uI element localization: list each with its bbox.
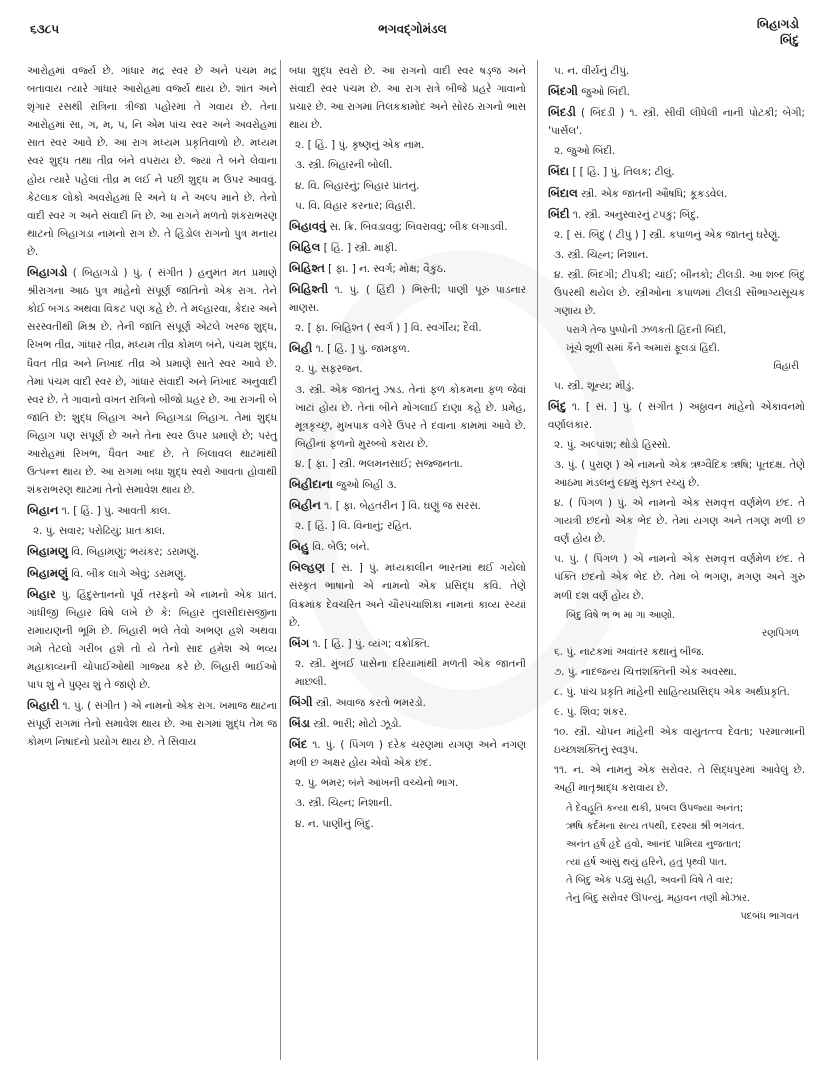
column-divider [280, 60, 281, 1060]
verse-line: ત્યાં હર્ષ આંસું થયું હરિને, હતું પૃથ્વી પાત. [566, 856, 728, 868]
definition: [ હિં. ] સ્ત્રી. માફી. [323, 241, 398, 254]
headword: બિંડા [289, 716, 310, 731]
headword: બિંગ [289, 635, 310, 650]
definition: ૧. [ સં. ] પું. ( સંગીત ) અઠ્ઠાવન માંહેનો એકાવનમો વર્ણાલંકાર. [548, 400, 805, 431]
verse-line: બિંદુ વિષે ભ ભ મા ગા આણો. [566, 609, 676, 621]
verse-attribution: રણપિંગળ [762, 627, 799, 639]
sub-sense: ૬. પું. નાટકમાં અવાંતર કથાનું બીજ. [554, 645, 705, 658]
headword: બિંદડી [548, 105, 576, 120]
verse-line: ઋષિ કર્દમના સત્ય તપથી, દરશ્યા શ્રી ભગવંત. [566, 820, 745, 832]
column-2 [289, 62, 526, 835]
verse-line: તે બિંદુ એક પડ્યું સહી, અવની વિષે તે વાર; [566, 874, 734, 886]
definition: સ્ત્રી. અવાજ કરતો ભમરડો. [315, 697, 426, 709]
headword: બિહાગડો [27, 265, 68, 280]
sub-sense: ૨. સ્ત્રી. મુંબઈ પાસેના દરિયામાંથી મળતી એક જાતની માછલી. [295, 657, 526, 688]
sub-sense: ૨. પું. ભમર; બંને આંખની વચ્ચેનો ભાગ. [295, 777, 459, 790]
definition: ૧. [ હિં. ] પું. આવતી કાલ. [61, 505, 171, 518]
headword: બિંદગી [548, 84, 578, 99]
dictionary-entry [289, 259, 526, 278]
dictionary-entry [27, 501, 277, 520]
sub-sense: ૪. ( પિંગળ ) પું. એ નામનો એક સમવૃત્ત વર્ણમેળ છંદ. તે ગાયત્રી છંદનો એક ભેદ છે. તેમાં યગણ અને તગણ મળી છ વર્ણ હોય છે. [554, 497, 805, 546]
definition: જુઓ બિંદી. [581, 86, 630, 99]
definition: સ્ત્રી. ભારી; મોટો ઝૂડો. [313, 718, 402, 731]
headword: બિહિશ્ત [289, 260, 325, 275]
dictionary-entry [27, 696, 277, 751]
headword: બિહીન [289, 498, 321, 513]
definition: વિ. બીક લાગે એવું; ડરામણું. [71, 567, 187, 580]
sub-sense: ૧૧. ન. એ નામનું એક સરોવર. તે સિદ્ધપુરમાં આવેલું છે. અહીં માતૃશ્રાદ્ધ કરાવાય છે. [554, 764, 805, 795]
definition: [ [ હિં. ] પું. તિલક; ટીલું. [572, 166, 675, 179]
sub-sense: ૮. પું. પાંચ પ્રકૃતિ માંહેની સાહિત્યપ્રસિદ્ધ એક અર્થપ્રકૃતિ. [554, 686, 790, 698]
sub-sense: ૯. પું. શિવ; શંકર. [554, 706, 628, 719]
sub-sense: ૨. પું. સવાર; પરોઢિયું; પ્રાતઃકાલ. [33, 525, 166, 538]
dictionary-entry [289, 714, 526, 733]
verse-attribution: પદબંધ ભાગવત [740, 911, 799, 923]
sub-sense: ૨. [ ફા. બિહિશ્ત ( સ્વર્ગ ) ] વિ. સ્વર્ગીય; દૈવી. [295, 322, 482, 335]
guide-words [757, 16, 799, 48]
sub-sense: ૭. પું. નાદજન્ય ચિત્તશક્તિની એક અવસ્થા. [554, 665, 737, 678]
sub-sense: ૫. વિ. વિહાર કરનાર; વિહારી. [295, 199, 416, 212]
verse-line: તેનું બિંદુ સરોવર ઊપન્યું, મહાવન તણી મોઝાર. [566, 893, 751, 905]
headword: બિહીદાના [289, 476, 333, 491]
sub-sense: ૪. સ્ત્રી. બિંદગી; ટીપકી; ચાંઈ; બીનકો; ટીલડી. આ શબ્દ બિંદુ ઉપરથી થયેલ છે. સ્ત્રીઓના કપાળમાં ટીલડી સૌભાગ્યસૂચક ગણાય છે. [554, 268, 805, 318]
headword: બિહામણુ [27, 544, 68, 559]
sub-sense: ૨. પું. અલ્પાંશ; થોડો હિસ્સો. [554, 438, 671, 451]
guide-word-last: બિંદુ [779, 33, 799, 47]
headword: બિહાવવું [289, 218, 327, 233]
sub-sense: ૫. પું. ( પિંગળ ) એ નામનો એક સમવૃત્ત વર્ણમેળ છંદ. તે પંક્તિ છંદનો એક ભેદ છે. તેમાં બે ભગણ, મગણ અને ગુરુ મળી દશ વર્ણ હોય છે. [554, 553, 805, 602]
dictionary-entry [27, 585, 277, 695]
dictionary-entry [289, 537, 526, 556]
sub-sense: ૪. [ ફા. ] સ્ત્રી. ભલમનસાઈ; સજ્જનતા. [295, 457, 463, 470]
headword: બિંગી [289, 695, 313, 709]
dictionary-entry [289, 693, 526, 712]
page-number: ૬૩૮૫ [30, 22, 60, 36]
verse-line: પરાગે તેજ પુષ્પોની ઝળકતી હિંદની બિંદી, [566, 325, 727, 337]
dictionary-entry [289, 339, 526, 358]
dictionary-entry [289, 735, 526, 772]
definition: ૧. પું. ( પિંગળ ) દરેક ચરણમાં યગણ અને નગણ મળી છ અક્ષર હોય એવો એક છંદ. [289, 739, 527, 770]
definition: ૧. સ્ત્રી. અનુસ્વારનું ટપકું; બિંદુ. [572, 208, 700, 221]
dictionary-entry [27, 542, 277, 561]
headword: બિંદા [548, 164, 570, 179]
sub-sense: ૩. સ્ત્રી. એક જાતનું ઝાડ. તેનાં ફળ કોકમના ફળ જેવાં ખાટાં હોય છે. તેનાં બીને મોગલાઈ દાણા કહે છે. પ્રમેહ, મૂત્રકૃચ્છ્ર, મુખપાક વગેરે ઉપર તે દવાના કામમાં આવે છે. બિહીનાં ફળનો મુરબ્બો કરાય છે. [295, 383, 526, 450]
sub-sense: ૨. [ હિં. ] વિ. વિનાનું; રહિત. [295, 520, 413, 533]
sub-sense: ૫. સ્ત્રી. શૂન્ય; મીંડું. [554, 379, 635, 392]
column-3 [548, 62, 805, 926]
definition: પું. હિંદુસ્તાનનો પૂર્વ તરફનો એ નામનો એક પ્રાંત. ગાંધીજી બિહાર વિષે લખે છે કે: બિહાર તુલસીદાસજીના રામાયણની ભૂમિ છે. બિહારી ભલે તેવો અભણ હશે અથવા ગમે તેટલો ગરીબ હશે તો યે તેનો સાદ હમેશ એ ભવ્ય મહાકાવ્યની ચોપાઈઓથી ગાજ્યા કરે છે. બિહારી ભાઈઓ પાપ શું ને પુણ્ય શું તે જાણે છે. [27, 588, 277, 692]
definition: ( બિહાગડો ) પું. ( સંગીત ) હનુમંત મત પ્રમાણે શ્રીરાગના આઠ પુત્ર માંહેનો સંપૂર્ણ જાતિનો એક રાગ. તેને કોઈ બગડ અથવા વિકટ પણ કહે છે. તે મલ્હારવા, કેદાર અને સરસ્વતીથી મિશ્ર છે. તેની જાતિ સંપૂર્ણ એટલે ખરજ શુદ્ધ, રિખભ તીવ્ર, ગાંધાર તીવ્ર, મધ્યમ તીવ્ર કોમળ બંને, પંચમ શુદ્ધ, ધૈવત તીવ્ર અને નિખાદ તીવ્ર એ પ્રમાણે સાતે સ્વર આવે છે. તેમાં પંચમ વાદી સ્વર છે, ગાંધાર સંવાદી અને નિખાદ અનુવાદી સ્વર છે. તે ગાવાનો વખત રાત્રિનો બીજો પ્રહર છે. આ રાગની બે જાતિ છે: શુદ્ધ બિહાગ અને બિહાગડા બિહાગ. તેમાં શુદ્ધ બિહાગ પણ સંપૂર્ણ છે અને તેના સ્વર ઉપર પ્રમાણે છે; પરંતુ આરોહમાં રિખભ, ધૈવત આદ છે. તે બિલાવલ થાટમાંથી ઉત્પન્ન થાય છે. આ રાગમાં બધા શુદ્ધ સ્વરો આવતા હોવાથી શંકરાભરણ થાટમાં તેનો સમાવેશ થાય છે. [27, 267, 278, 497]
column-1 [27, 62, 277, 753]
dictionary-entry [548, 82, 805, 101]
verse-line: અનંત હર્ષ હૃદે હવો, આનંદ પામિયા નુજતાત; [566, 838, 742, 850]
definition: [ સં. ] પું. મધ્યકાલીન ભારતમાં થઈ ગયેલો સંસ્કૃત ભાષાનો એ નામનો એક પ્રસિદ્ધ કવિ. તેણે વિક્રમાંક દેવચરિત અને ચૌરપંચાશિકા નામનાં કાવ્ય રચ્યાં છે. [289, 562, 526, 629]
dictionary-entry [548, 103, 805, 140]
sub-sense: ૨. પું. સફરજન. [295, 363, 363, 376]
definition: વિ. બિહામણું; ભયંકર; ડરામણું. [71, 546, 200, 559]
definition: ૧. [ હિં. ] પું. વ્યંગ; વક્રોક્તિ. [312, 637, 430, 650]
headword: બિંદાલ [548, 185, 578, 200]
dictionary-entry [289, 280, 526, 317]
verse-attribution: વિહારી [773, 361, 799, 373]
headword: બિહિશ્તી [289, 282, 329, 297]
definition: ૧. પું. ( હિંદી ) ભિસ્તી; પાણી પૂરું પાડનાર માણસ. [289, 284, 526, 315]
sub-sense: ૨. [ સં. બિંદુ ( ટીપું ) ] સ્ત્રી. કપાળનું એક જાતનું ઘરેણું. [554, 228, 781, 241]
running-title: ભગવદ્ગોમંડલ [378, 22, 447, 36]
headword: બિહાન [27, 503, 59, 518]
verse-quote [548, 322, 805, 376]
headword: બિહાર [27, 586, 56, 601]
dictionary-entry [289, 496, 526, 515]
dictionary-entry [289, 238, 526, 257]
definition: વિ. બેઉ; બંને. [312, 541, 370, 554]
sub-sense: ૩. પું. ( પુરાણ ) એ નામનો એક ઋગ્વૈદિક ઋષિ; પૂતદક્ષ. તેણે આઠમા મંડલનું ૯૪મું સૂક્ત રચ્યું છે. [554, 458, 805, 489]
sub-sense: ૩. સ્ત્રી. ચિહ્ન; નિશાન. [554, 248, 649, 261]
sub-sense: ૧૦. સ્ત્રી. ચોપન માંહેની એક વાયુતત્ત્વ દેવતા; પરમાત્માની ઇચ્છાશક્તિનું સ્વરૂપ. [554, 726, 805, 757]
headword: બિહુ [289, 539, 310, 554]
definition: ૧. પું. ( સંગીત ) એ નામનો એક રાગ. ખમાજ થાટના સંપૂર્ણ રાગમાં તેનો સમાવેશ થાય છે. આ રાગમાં શુદ્ધ તેમ જ કોમળ નિષાદનો પ્રયોગ થાય છે. તે સિવાય [27, 700, 277, 749]
verse-line: તે દેવહૂતિ કન્યા થકી, પ્રબલ ઉપજ્યા અનંત; [566, 802, 744, 814]
continued-definition: આરોહમાં વર્જ્ય છે. ગાંધાર મદ્ર સ્વર છે અને પંચમ મદ્ર બતાવાય ત્યારે ગાંધાર આરોહમાં વર્જ્ય થાય છે. શાંત અને શૃંગાર રસથી રાત્રિના ત્રીજા પહોરમાં તે ગવાય છે. તેના આરોહમાં સા, ગ, મ, પ, નિ એમ પાંચ સ્વર અને અવરોહમાં સાત સ્વર આવે છે. આ રાગ મધ્યમ પ્રકૃતિવાળો છે. મધ્યમ સ્વર શુદ્ધ તથા તીવ્ર બંને વપરાય છે. જ્યાં તે બંને લેવાના હોય ત્યારે પહેલાં તીવ્ર મ લઈ ને પછી શુદ્ધ મ ઉપર આવવું. કેટલાક લોકો અવરોહમાં રિ અને ધ ને અલ્પ માને છે. તેનો વાદી સ્વર ગ અને સંવાદી નિ છે. આ રાગને મળતો શંકરાભરણ થાટનો બિહાગડા નામનો રાગ છે. તે હિંડોલ રાગનો પુત્ર મનાય છે. [27, 65, 277, 258]
verse-line: ખૂંચે શૂળી સમાં કૈંને અમારાં ફૂલડાં હિંદી. [566, 343, 720, 355]
dictionary-entry [27, 263, 277, 499]
sub-sense: ૩. સ્ત્રી. બિહારની બોલી. [295, 159, 393, 172]
page-header [0, 0, 825, 56]
dictionary-entry [548, 205, 805, 224]
headword: બિહી [289, 341, 313, 356]
guide-word-first: બિહાગડો [756, 17, 799, 31]
headword: બિહામણું [27, 565, 68, 580]
sub-sense: ૫. ન. વીર્યનું ટીપું. [554, 65, 630, 77]
definition: ૧. [ હિં. ] પું. જામફળ. [315, 343, 410, 356]
dictionary-entry [289, 217, 526, 236]
headword: બિંદ [289, 737, 308, 752]
verse-quote [548, 800, 805, 927]
continued-definition: બધા શુદ્ધ સ્વરો છે. આ રાગનો વાદી સ્વર ષડ્જ અને સંવાદી સ્વર પંચમ છે. આ રાગ રાત્રે બીજે પ્રહરે ગાવાનો પ્રચાર છે. આ રાગમાં તિલકકામોદ અને સોરઠ રાગનો ભાસ થાય છે. [289, 65, 526, 132]
sub-sense: ૨. [ હિં. ] પું. કૃષ્ણનું એક નામ. [295, 139, 425, 152]
dictionary-entry [289, 558, 526, 631]
headword: બિહિલ [289, 239, 321, 254]
sub-sense: ૪. ન. પાણીનું બિંદુ. [295, 817, 374, 830]
headword: બિહારી [27, 698, 60, 713]
headword: બિંદી [548, 206, 570, 221]
dictionary-entry [289, 634, 526, 653]
dictionary-entry [289, 475, 526, 494]
sub-sense: ૩. સ્ત્રી. ચિહ્ન; નિશાની. [295, 797, 393, 810]
dictionary-entry [548, 162, 805, 181]
definition: સ. ક્રિ. બિવડાવવું; બિવરાવવું; બીક લગાડવી. [329, 220, 508, 233]
definition: ૧. [ ફા. બેહતરીન ] વિ. ઘણું જ સરસ. [324, 500, 481, 513]
definition: ( બિંદડી ) ૧. સ્ત્રી. સીવી લીધેલી નાની પોટકી; બેગી; 'પાર્સલ'. [548, 107, 805, 138]
headword: બિલ્હણ [289, 560, 326, 575]
dictionary-entry [548, 397, 805, 434]
verse-quote [548, 607, 805, 643]
sub-sense: ૪. વિ. બિહારનું; બિહાર પ્રાંતનું. [295, 179, 420, 192]
column-divider [537, 60, 538, 1060]
definition: [ ફા. ] ન. સ્વર્ગ; મોક્ષ; વૈકુંઠ. [328, 262, 447, 275]
definition: સ્ત્રી. એક જાતની ઔષધિ; કૂકડવેલ. [581, 187, 728, 200]
dictionary-entry [548, 184, 805, 203]
dictionary-entry [27, 564, 277, 583]
sub-sense: ૨. જુઓ બિંદી. [554, 145, 616, 158]
definition: જુઓ બિહી ૩. [336, 478, 397, 491]
headword: બિંદુ [548, 398, 567, 413]
